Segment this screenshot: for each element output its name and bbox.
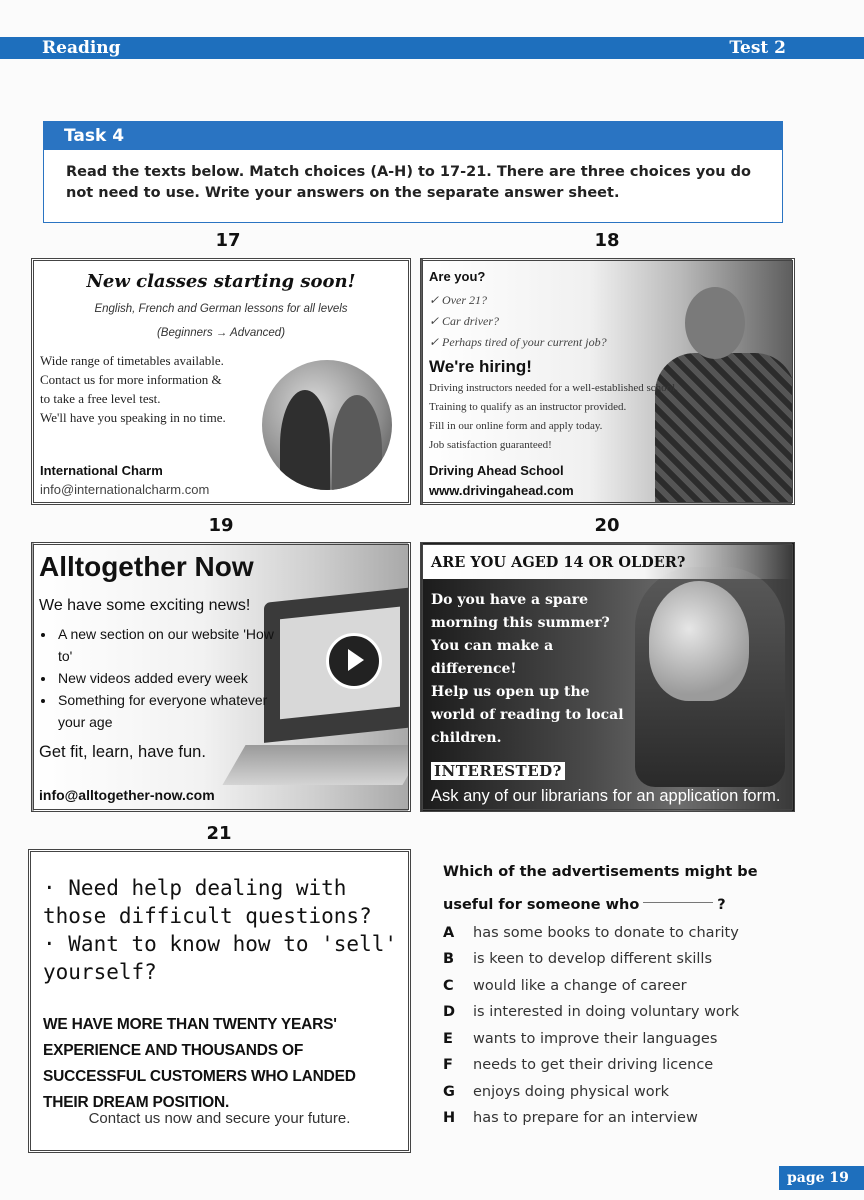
ad20-body-line: world of reading to local xyxy=(431,707,624,723)
ad18-body-line: Training to qualify as an instructor provided. xyxy=(429,401,627,413)
page-number: page 19 xyxy=(779,1166,864,1190)
laptop-keyboard xyxy=(222,745,411,785)
ad-number-19: 19 xyxy=(208,515,234,536)
play-icon xyxy=(326,633,382,689)
ad17-email: info@internationalcharm.com xyxy=(40,482,210,497)
answer-blank xyxy=(643,902,713,903)
ad20-header: ARE YOU AGED 14 OR OLDER? xyxy=(431,554,686,571)
ad20-header-band xyxy=(423,545,792,579)
ad17-title: New classes starting soon! xyxy=(86,271,356,292)
ad17-organisation: International Charm xyxy=(40,463,163,478)
student-figure xyxy=(280,390,330,490)
ad19-email: info@alltogether-now.com xyxy=(39,787,215,803)
ad19-lead: We have some exciting news! xyxy=(39,597,251,614)
choice-text: wants to improve their languages xyxy=(473,1031,718,1047)
ad20-body-line: Help us open up the xyxy=(431,684,590,700)
section-title: Reading xyxy=(42,38,121,58)
ad17-body xyxy=(40,351,265,427)
ad21-line: · Want to know how to 'sell' yourself? xyxy=(43,932,398,984)
question-text: Which of the advertisements might be useful for someone who xyxy=(443,864,758,913)
question-prompt xyxy=(443,856,773,922)
ad19-title: Alltogether Now xyxy=(39,551,254,582)
header-bar xyxy=(0,37,864,59)
ad18-check: ✓ Perhaps tired of your current job? xyxy=(429,335,607,349)
ad20-ask: Ask any of our librarians for an application form. xyxy=(431,787,781,805)
choice-letter: F xyxy=(443,1057,453,1073)
ad21-line: · Need help dealing with those difficult questions? xyxy=(43,876,372,928)
ad18-hiring: We're hiring! xyxy=(429,357,532,376)
choice-text: is interested in doing voluntary work xyxy=(473,1004,740,1020)
ad18-website: www.drivingahead.com xyxy=(429,483,574,498)
choice-text: would like a change of career xyxy=(473,978,687,994)
ad-number-17: 17 xyxy=(215,230,241,251)
girl-face xyxy=(649,581,749,701)
choice-letter: E xyxy=(443,1031,453,1047)
ad17-subtitle: English, French and German lessons for all levels xyxy=(94,303,348,315)
list-item: • New videos added every week xyxy=(56,667,286,689)
instructor-photo xyxy=(655,353,795,505)
task-box xyxy=(43,121,783,223)
instructor-face xyxy=(685,287,745,359)
advert-20 xyxy=(420,542,795,812)
list-item: • A new section on our website 'How to' xyxy=(56,623,286,667)
ad17-body-line: Wide range of timetables available. xyxy=(40,353,224,368)
ad18-body-line: Fill in our online form and apply today. xyxy=(429,420,603,432)
choice-letter: B xyxy=(443,951,455,967)
choice-text: needs to get their driving licence xyxy=(473,1057,714,1073)
choice-letter: C xyxy=(443,978,454,994)
choice-text: enjoys doing physical work xyxy=(473,1084,670,1100)
ad17-levels: (Beginners → Advanced) xyxy=(156,327,286,339)
ad18-check: ✓ Car driver? xyxy=(429,314,500,328)
ad21-contact: Contact us now and secure your future. xyxy=(88,1110,351,1127)
ad19-footer: Get fit, learn, have fun. xyxy=(39,743,206,761)
ad-number-18: 18 xyxy=(594,230,620,251)
ad-number-20: 20 xyxy=(594,515,620,536)
ad18-organisation: Driving Ahead School xyxy=(429,463,564,478)
choice-letter: D xyxy=(443,1004,456,1020)
ad17-body-line: Contact us for more information & xyxy=(40,372,222,387)
choice-letter: A xyxy=(443,925,455,941)
ad19-bullets xyxy=(34,623,286,733)
question-mark: ? xyxy=(717,897,726,913)
ad20-body-line: children. xyxy=(431,730,502,746)
ad20-body-line: morning this summer? xyxy=(431,615,610,631)
task-instructions: Read the texts below. Match choices (A-H) to 17-21. There are three choices you do not need to use. Write your answers on the separate answer sheet. xyxy=(66,164,751,201)
task-title: Task 4 xyxy=(44,122,782,150)
ad18-check: ✓ Over 21? xyxy=(429,293,488,307)
student-figure xyxy=(332,395,382,490)
ad21-experience: WE HAVE MORE THAN TWENTY YEARS' EXPERIENCE AND THOUSANDS OF SUCCESSFUL CUSTOMERS WHO LANDED THEIR DREAM POSITION. xyxy=(43,1016,356,1111)
choice-text: has some books to donate to charity xyxy=(473,925,739,941)
ad20-body-line: Do you have a spare xyxy=(431,592,589,608)
choice-text: has to prepare for an interview xyxy=(473,1110,698,1126)
choice-letter: G xyxy=(443,1084,455,1100)
ad21-questions xyxy=(43,874,403,986)
ad20-interested: INTERESTED? xyxy=(431,762,565,780)
choice-text: is keen to develop different skills xyxy=(473,951,713,967)
choice-letter: H xyxy=(443,1110,456,1126)
advert-18 xyxy=(420,258,795,505)
ad-number-21: 21 xyxy=(206,823,232,844)
test-title: Test 2 xyxy=(729,38,786,58)
advert-19 xyxy=(31,542,411,812)
ad18-body-line: Job satisfaction guaranteed! xyxy=(429,439,552,451)
ad20-body xyxy=(431,589,651,750)
advert-17 xyxy=(31,258,411,505)
ad18-question: Are you? xyxy=(429,269,486,284)
list-item: • Something for everyone whatever your age xyxy=(56,689,286,733)
ad20-body-line: difference! xyxy=(431,661,517,677)
ad18-body-line: Driving instructors needed for a well-established school. xyxy=(429,382,678,394)
ad17-body-line: to take a free level test. xyxy=(40,391,161,406)
students-photo xyxy=(262,360,392,490)
ad17-body-line: We'll have you speaking in no time. xyxy=(40,410,226,425)
ad20-body-line: You can make a xyxy=(431,638,554,654)
advert-21 xyxy=(28,849,411,1153)
